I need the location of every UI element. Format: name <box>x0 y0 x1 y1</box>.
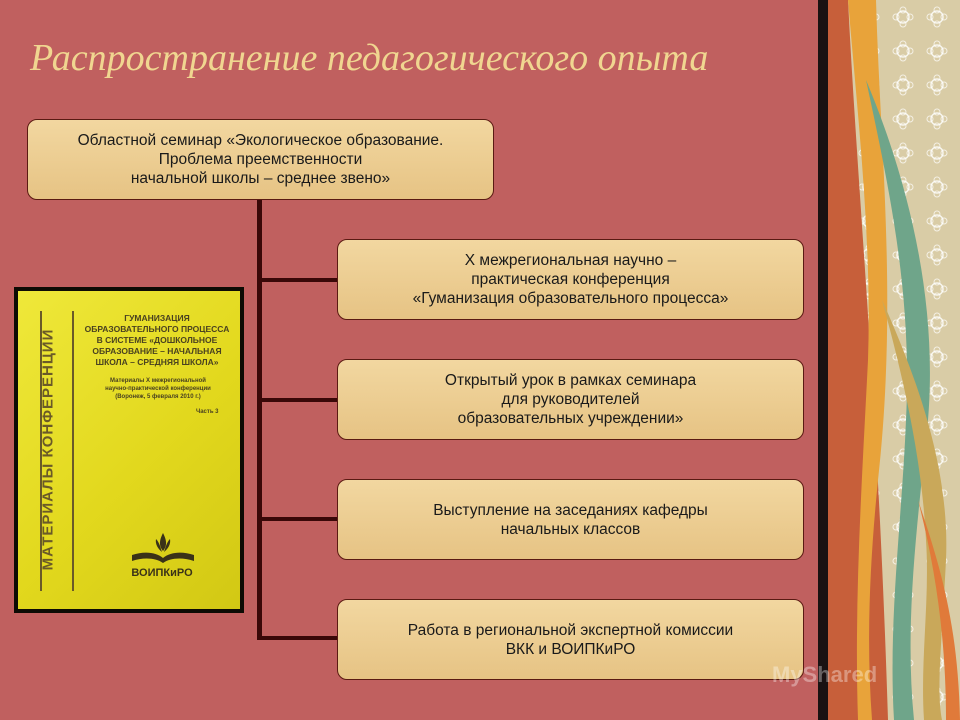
child-node-1 <box>337 239 804 320</box>
book-publisher: ВОИПКиРО <box>131 567 193 579</box>
child-2-line-2: для руководителей <box>501 391 640 408</box>
child-node-4 <box>337 599 804 680</box>
root-line-1: Областной семинар «Экологическое образование. <box>77 132 444 149</box>
book-part: Часть 3 <box>196 409 219 415</box>
connector-branch-3 <box>257 517 341 521</box>
root-node <box>27 119 494 200</box>
watermark: MyShared <box>772 662 878 687</box>
child-2-line-1: Открытый урок в рамках семинара <box>444 372 697 389</box>
book-spine-text: МАТЕРИАЛЫ КОНФЕРЕНЦИИ <box>39 328 57 571</box>
root-line-2: Проблема преемственности <box>158 151 363 168</box>
child-1-line-1: X межрегиональная научно – <box>464 252 677 269</box>
connector-branch-1 <box>257 278 341 282</box>
open-book-logo-icon <box>128 531 198 565</box>
book-cover-photo <box>14 287 244 613</box>
book-spine-rule-right <box>72 311 74 591</box>
connector-branch-4 <box>257 636 341 640</box>
child-2-line-3: образовательных учреждении» <box>457 410 684 427</box>
book-title-line-5: ШКОЛА – СРЕДНЯЯ ШКОЛА» <box>95 357 219 367</box>
book-title-line-3: В СИСТЕМЕ «ДОШКОЛЬНОЕ <box>96 335 218 345</box>
connector-branch-2 <box>257 398 341 402</box>
book-subtitle-line-2: научно-практической конференции <box>105 386 211 392</box>
child-3-line-1: Выступление на заседаниях кафедры <box>433 501 708 519</box>
book-title-line-1: ГУМАНИЗАЦИЯ <box>124 313 190 323</box>
book-title-line-2: ОБРАЗОВАТЕЛЬНОГО ПРОЦЕССА <box>84 324 230 334</box>
child-1-line-2: практическая конференция <box>471 271 670 288</box>
book-cover <box>18 291 240 609</box>
book-title-line-4: ОБРАЗОВАНИЕ – НАЧАЛЬНАЯ <box>92 346 222 356</box>
child-4-line-2: ВКК и ВОИПКиРО <box>505 640 636 658</box>
child-1-line-3: «Гуманизация образовательного процесса» <box>412 290 729 307</box>
book-title <box>84 313 230 368</box>
decorative-side-strip <box>818 0 960 720</box>
child-node-3 <box>337 479 804 560</box>
child-node-2 <box>337 359 804 440</box>
book-subtitle-line-3: (Воронеж, 5 февраля 2010 г.) <box>115 394 201 400</box>
slide-title: Распространение педагогического опыта <box>30 37 709 79</box>
child-3-line-2: начальных классов <box>500 520 641 538</box>
child-4-line-1: Работа в региональной экспертной комиссии <box>407 621 734 639</box>
root-line-3: начальной школы – среднее звено» <box>130 170 391 187</box>
book-subtitle <box>88 377 228 401</box>
book-subtitle-line-1: Материалы X межрегиональной <box>110 378 206 384</box>
connector-spine <box>257 198 262 640</box>
